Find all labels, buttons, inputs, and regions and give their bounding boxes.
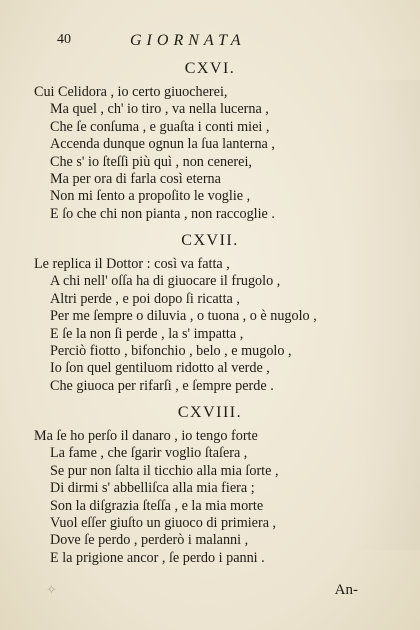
stanza-cxviii-lines	[34, 428, 384, 567]
verse-line: Vuol eſſer giuſto un giuoco di primiera ,	[50, 515, 277, 532]
stanza-title-cxvi: CXVI.	[184, 60, 236, 77]
stain-mark: ✧	[46, 582, 57, 597]
verse-line: La fame , che ſgarir voglio ſtaſera ,	[50, 445, 248, 462]
verse-line: Che s' io ſteſſi più quì , non cenerei,	[50, 153, 252, 170]
stanza-title-cxvii: CXVII.	[181, 232, 239, 249]
running-head: GIORNATA	[130, 32, 246, 49]
verse-line: Ma per ora di farla così eterna	[50, 171, 221, 188]
page-header	[0, 32, 420, 52]
verse-line: Altri perde , e poi dopo ſi ricatta ,	[50, 290, 240, 307]
verse-line: Non mi ſento a propoſito le voglie ,	[50, 188, 251, 205]
stanza-cxvii-lines	[34, 256, 384, 395]
page-number: 40	[57, 32, 71, 47]
verse-line: Cui Celidora , io certo giuocherei,	[34, 84, 228, 100]
verse-line: Che giuoca per rifarſi , e ſempre perde .	[50, 377, 274, 394]
verse-line: E la prigione ancor , ſe perdo i panni .	[50, 549, 265, 566]
verse-line: Le replica il Dottor : così va fatta ,	[34, 256, 230, 272]
verse-line: A chi nell' oſſa ha di giuocare il frugolo ,	[50, 273, 281, 290]
stanza-title-cxviii: CXVIII.	[177, 404, 243, 421]
catchword: An-	[334, 582, 358, 598]
verse-line: Io ſon quel gentiluom ridotto al verde ,	[50, 360, 270, 377]
verse-line: Accenda dunque ognun la ſua lanterna ,	[50, 136, 275, 153]
verse-line: E ſo che chi non pianta , non raccoglie .	[50, 205, 275, 222]
verse-line: Perciò fiotto , bifonchio , belo , e mugolo ,	[50, 343, 292, 360]
verse-line: Son la diſgrazia ſteſſa , e la mia morte	[50, 497, 264, 514]
verse-line: Per me ſempre o diluvia , o tuona , o è nugolo ,	[50, 308, 317, 325]
stanza-cxvi-lines	[34, 84, 384, 223]
verse-line: Ma quel , ch' io tiro , va nella lucerna ,	[50, 101, 269, 118]
verse-line: Dove ſe perdo , perderò i malanni ,	[50, 532, 249, 549]
verse-line: Di dirmi s' abbelliſca alla mia fiera ;	[50, 480, 255, 497]
verse-line: Ma ſe ho perſo il danaro , io tengo forte	[34, 428, 258, 444]
verse-line: Se pur non ſalta il ticchio alla mia ſorte ,	[50, 462, 279, 479]
verse-line: Che ſe conſuma , e guaſta i conti miei ,	[50, 118, 270, 135]
verse-line: E ſe la non ſi perde , la s' impatta ,	[50, 325, 244, 342]
